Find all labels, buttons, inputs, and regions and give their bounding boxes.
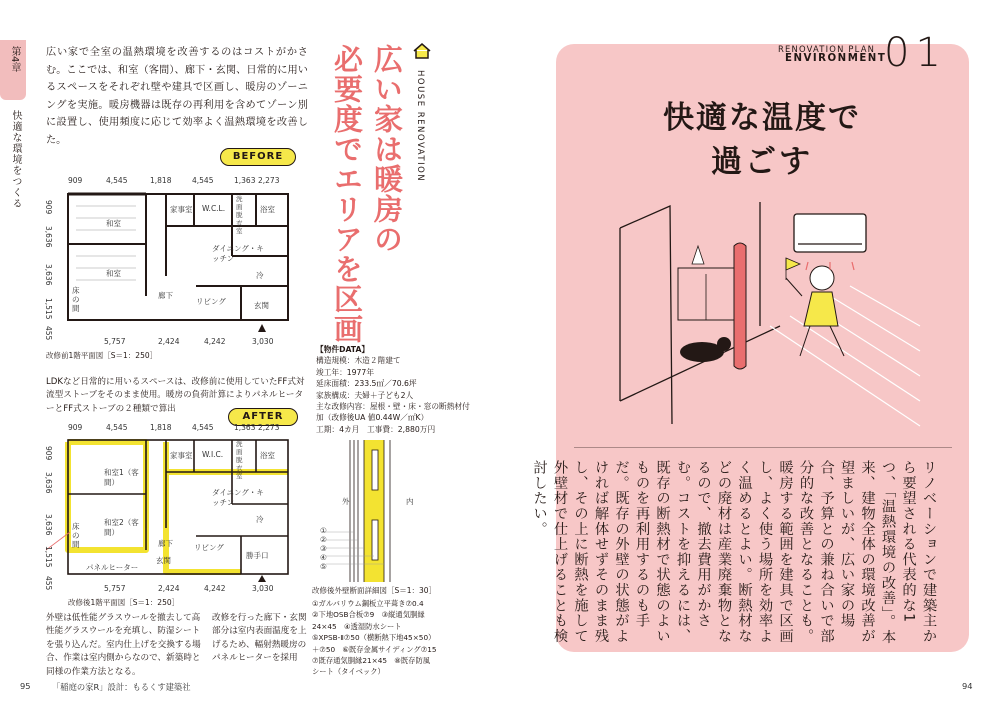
room-label: 玄関 <box>254 301 269 310</box>
before-top-dim: 2,273 <box>258 176 280 185</box>
property-data <box>316 344 471 435</box>
room-label: 家事室 <box>170 451 193 460</box>
room-label: 和室2（客間） <box>104 518 139 537</box>
room-label: 廊下 <box>158 539 173 548</box>
ldk-text: LDKなど日常的に用いるスペースは、改修前に使用していたFF式対流型ストーブをそのまま使用。暖房の負荷計算によりパネルヒーターとFF式ストーブの２種類で算出 <box>46 377 305 414</box>
room-label: ダイニング・キッチン <box>212 488 264 507</box>
room-label: 勝手口 <box>246 551 269 560</box>
after-bottom-dim: 5,757 <box>104 584 126 593</box>
room-label: 床の間 <box>72 522 80 549</box>
page-number-left: 95 <box>20 681 31 691</box>
before-top-dim: 1,363 <box>234 176 256 185</box>
after-top-dim: 4,545 <box>192 423 214 432</box>
before-left-dim: 1,515 <box>44 298 53 320</box>
before-top-dim: 909 <box>68 176 83 185</box>
after-bottom-dim: 3,030 <box>252 584 274 593</box>
before-bottom-dim: 4,242 <box>204 337 226 346</box>
room-label: 和室 <box>106 219 121 228</box>
after-left-dim: 3,636 <box>44 472 53 494</box>
room-illustration <box>590 196 930 432</box>
room-label: 冷 <box>256 515 264 524</box>
exterior-wall-text: 外壁は低性能グラスウールを撤去して高性能グラスウールを充填し、防湿シートを張り込んだ。室内仕上げを交換する場合、作業は室内側からなので、新築時と同様の作業方法となる。 <box>46 613 201 677</box>
renovation-plan-label: RENOVATION PLAN <box>778 44 876 54</box>
detail-marker: ④ <box>320 553 327 562</box>
divider-line <box>574 447 952 448</box>
before-top-dim: 4,545 <box>106 176 128 185</box>
room-label: W.I.C. <box>202 450 224 459</box>
body-text: リノベーションで建築主から要望される代表的な1つ、「温熱環境の改善」。本来、建物全体の環境改善が望ましいが、広い家の場合、予算との兼ね合いで部分的な改善となることも。暖房する範囲を建具で区画し、よく使う場所を効率よく温めるとよい。断熱材などの廃材は産業廃棄物となるので、撤去費用がかさむ。コストを抑えるには、既存の断熱材で状態のよいものを再利用するのも手だ。既存の外壁の状態がよければ解体せずそのまま残し、その上に断熱を施して外壁材で仕上げることも検討したい。 <box>531 460 937 645</box>
after-bottom-dim: 4,242 <box>204 584 226 593</box>
after-top-dim: 1,363 <box>234 423 256 432</box>
after-top-dim: 2,273 <box>258 423 280 432</box>
detail-caption: 改修後外壁断面詳細図［S＝1：30］ <box>312 586 437 595</box>
outside-label: 外 <box>342 497 350 506</box>
detail-items: ①ガルバリウム鋼板立平葺き⑦0.4 ②下地OSB合板⑦9 ③縦通気胴縁24×45 ④透湿防水シート ⑤XPSB-Ⅱ⑦50（横断熱下地45×50）＋⑦50 ⑥既存金属サイディング⑦15 ⑦既存通気胴縁21×45 ⑧既存防風シート（タイベック） <box>312 599 444 677</box>
property-line: 竣工年：1977年 <box>316 367 375 377</box>
detail-marker: ① <box>320 526 327 535</box>
before-caption: 改修前1階平面図［S＝1：250］ <box>46 351 158 360</box>
room-label: 浴室 <box>260 205 275 214</box>
corridor-text: 改修を行った廊下・玄関部分は室内表面温度を上げるため、輻射熱暖房のパネルヒーターを採用 <box>212 613 307 664</box>
room-label: リビング <box>194 543 224 552</box>
room-label: 浴室 <box>260 451 275 460</box>
after-top-dim: 909 <box>68 423 83 432</box>
plan-number: 01 <box>884 30 947 76</box>
after-top-dim: 4,545 <box>106 423 128 432</box>
room-label: ダイニング・キッチン <box>212 244 264 263</box>
after-left-dim: 1,515 <box>44 546 53 568</box>
detail-marker: ⑤ <box>320 562 327 571</box>
title-line2: 過ごす <box>711 144 813 180</box>
property-line: 工期：4カ月 工事費：2,880万円 <box>316 424 436 434</box>
credit: 「稲庭の家R」設計：もるくす建築社 <box>52 682 191 692</box>
after-left-dim: 909 <box>44 446 53 461</box>
headline-line2: 必要度でエリアを区画 <box>330 44 364 344</box>
title-line1: 快適な温度で <box>663 100 861 136</box>
room-label: 和室1（客間） <box>104 468 139 487</box>
detail-marker: ③ <box>320 544 327 553</box>
room-label: リビング <box>196 297 226 306</box>
property-line: 構造規模：木造２階建て <box>316 356 401 366</box>
house-icon <box>412 42 432 60</box>
before-left-dim: 909 <box>44 200 53 215</box>
headline-line1: 広い家は暖房の <box>370 44 404 254</box>
house-renovation-label: HOUSE RENOVATION <box>415 70 425 183</box>
chapter-label: 第4章 <box>9 46 20 73</box>
after-badge: AFTER <box>228 408 298 426</box>
room-label: W.C.L. <box>202 204 226 213</box>
after-bottom-dim: 2,424 <box>158 584 180 593</box>
before-left-dim: 3,636 <box>44 264 53 286</box>
detail-marker: ② <box>320 535 327 544</box>
property-line: 家族構成：夫婦＋子ども2人 <box>316 390 414 400</box>
before-left-dim: 455 <box>44 326 53 341</box>
chapter-title: 快適な環境をつくる <box>10 110 21 209</box>
property-line: 延床面積：233.5㎡／70.6坪 <box>316 379 417 389</box>
before-badge: BEFORE <box>220 148 296 166</box>
page-number-right: 94 <box>962 681 973 691</box>
wall-section-detail <box>318 440 438 582</box>
room-label: 家事室 <box>170 205 193 214</box>
room-label: 廊下 <box>158 291 173 300</box>
room-label: 床の間 <box>72 286 80 313</box>
after-left-dim: 3,636 <box>44 514 53 536</box>
before-bottom-dim: 5,757 <box>104 337 126 346</box>
room-label: 和室 <box>106 269 121 278</box>
property-line: 主な改修内容：屋根・壁・床・窓の断熱材付加（改修後UA 値0.44W／㎡K） <box>316 402 470 423</box>
inside-label: 内 <box>406 497 414 506</box>
environment-label: ENVIRONMENT <box>785 53 887 64</box>
after-caption: 改修後1階平面図［S＝1：250］ <box>68 598 180 607</box>
before-top-dim: 1,818 <box>150 176 172 185</box>
intro-text: 広い家で全室の温熱環境を改善するのはコストがかさむ。ここでは、和室（客間）、廊下・玄関、日常的に用いるスペースをそれぞれ壁や建具で区画し、暖房のゾーニングを実施。暖房機器は既存の再利用を含めてゾーン別に設置し、使用頻度に応じて効率よく温熱環境を改善した。 <box>46 47 308 146</box>
property-heading: 【物件DATA】 <box>316 345 370 354</box>
after-left-dim: 455 <box>44 576 53 591</box>
room-label: 洗面脱衣室 <box>236 195 243 235</box>
before-bottom-dim: 3,030 <box>252 337 274 346</box>
before-bottom-dim: 2,424 <box>158 337 180 346</box>
room-label: パネルヒーター <box>86 563 139 572</box>
room-label: 玄関 <box>156 556 171 565</box>
after-top-dim: 1,818 <box>150 423 172 432</box>
before-left-dim: 3,636 <box>44 226 53 248</box>
before-top-dim: 4,545 <box>192 176 214 185</box>
room-label: 冷 <box>256 271 264 280</box>
room-label: 洗面脱衣室 <box>236 440 243 480</box>
